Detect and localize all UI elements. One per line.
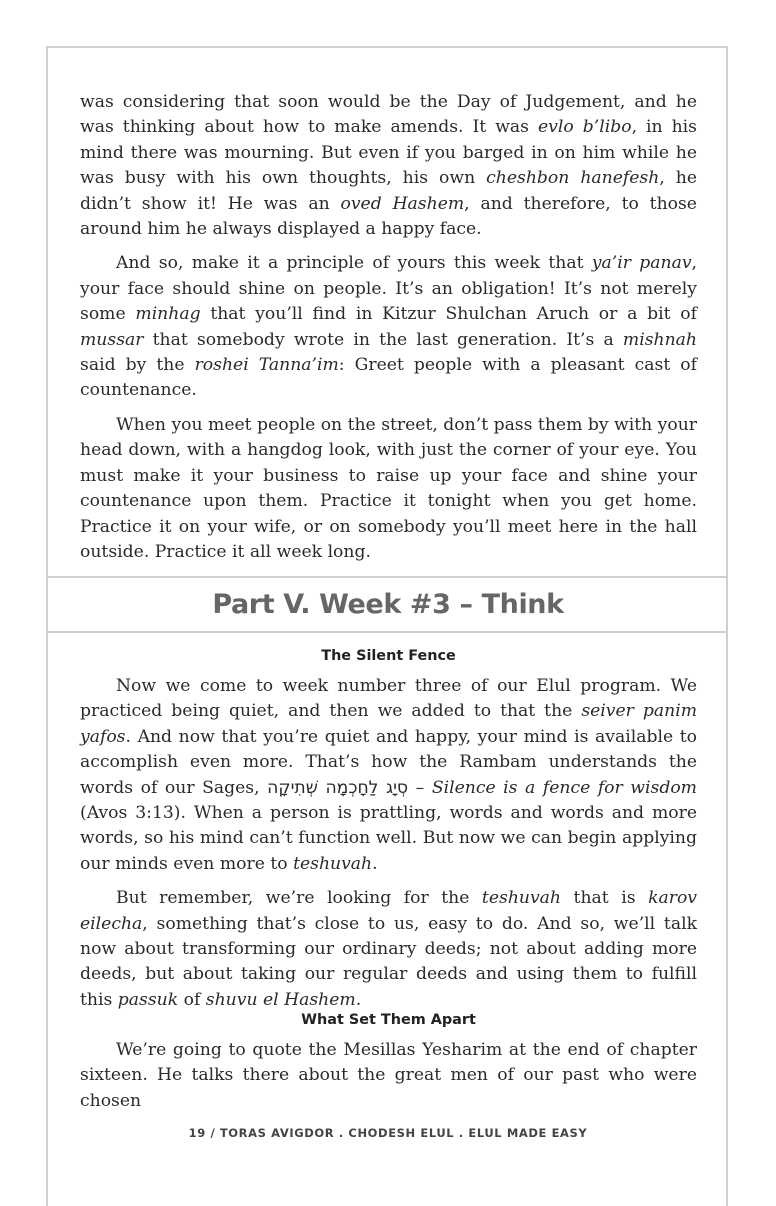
text-run: . And now that you’re quiet and happy, your mind is available to accomplish even more. That’s how the Rambam understands the words of our Sages, — [80, 726, 697, 798]
text-run: When you meet people on the street, don’t pass them by with your head down, with a hangdog look, with just the corner of your eye. You must make it your business to raise up your face and shine your countenance upon them. Practice it tonight when you get home. Practice it on your wife, or on somebody you’ll meet here in the hall outside. Practice it all week long. — [80, 414, 697, 562]
paragraph — [80, 413, 697, 565]
italic-term: teshuvah — [293, 853, 373, 874]
text-run: And so, make it a principle of yours this week that — [116, 253, 592, 274]
paragraph — [80, 90, 697, 242]
text-run: : Greet people with a pleasant cast of countenance. — [80, 355, 697, 401]
italic-term: karov eilecha — [80, 888, 697, 934]
page-frame — [46, 46, 728, 1206]
italic-term: passuk — [117, 989, 179, 1010]
text-run: (Avos 3:13). When a person is prattling, words and words and more words, so his mind can’t function well. But now we can begin applying our minds even more to — [80, 803, 697, 874]
text-run: that somebody wrote in the last generation. It’s a — [143, 329, 623, 350]
italic-term: mishnah — [622, 329, 697, 350]
text-run: was considering that soon would be the Day of Judgement, and he was thinking about how to make amends. It was — [80, 92, 697, 138]
text-run: , in his mind there was mourning. But even if you barged in on him while he was busy with his own thoughts, his own — [80, 117, 697, 189]
italic-term: evlo b’libo — [538, 117, 632, 138]
text-run: that is — [561, 888, 649, 909]
italic-term: mussar — [80, 329, 144, 350]
text-run: , and therefore, to those around him he always displayed a happy face. — [80, 193, 697, 240]
text-run: that you’ll find in Kitzur Shulchan Aruch or a bit of — [200, 304, 697, 325]
paragraph — [80, 1038, 697, 1114]
italic-term: oved Hashem — [340, 193, 465, 214]
italic-term: shuvu el Hashem — [205, 989, 356, 1010]
section-divider-bottom — [48, 631, 728, 633]
text-run: – — [408, 777, 432, 798]
paragraph — [80, 674, 697, 877]
text-run: , your face should shine on people. It’s an obligation! It’s not merely some — [80, 253, 697, 325]
text-run: Now we come to week number three of our Elul program. We practiced being quiet, and then we added to that the — [80, 676, 697, 722]
section-what-set-them-apart — [80, 1012, 697, 1114]
italic-term: cheshbon hanefesh — [486, 168, 660, 189]
text-run: , he didn’t show it! He was an — [80, 168, 698, 214]
part-title: Part V. Week #3 – Think — [212, 588, 564, 620]
top-section — [80, 90, 697, 565]
section-heading: The Silent Fence — [321, 648, 456, 664]
italic-term: teshuvah — [481, 888, 561, 909]
italic-term: ya’ir panav — [591, 253, 692, 274]
italic-term: Silence is a fence for wisdom — [431, 777, 697, 798]
page-footer: 19 / TORAS AVIGDOR . CHODESH ELUL . ELUL MADE EASY — [188, 1126, 588, 1140]
italic-term: minhag — [135, 304, 201, 325]
text-run: We’re going to quote the Mesillas Yesharim at the end of chapter sixteen. He talks there about the great men of our past who were chosen — [80, 1040, 697, 1111]
section-heading: What Set Them Apart — [301, 1012, 476, 1028]
text-run: of — [178, 989, 206, 1010]
text-run: . — [372, 853, 378, 874]
text-run: But remember, we’re looking for the — [116, 888, 482, 909]
paragraph — [80, 251, 697, 403]
paragraph — [80, 886, 697, 1013]
hebrew-quote: סְיָג לַחָכְמָה שְׁתִיקָה — [267, 777, 409, 798]
italic-term: roshei Tanna’im — [194, 355, 339, 376]
text-run: said by the — [80, 355, 195, 376]
text-run: . — [355, 989, 362, 1010]
text-run: , something that’s close to us, easy to do. And so, we’ll talk now about transforming our ordinary deeds; not about adding more deeds, but about taking our regular deeds and using them to fulfill this — [80, 913, 697, 1010]
section-silent-fence — [80, 648, 697, 1013]
italic-term: seiver panim yafos — [80, 701, 697, 747]
